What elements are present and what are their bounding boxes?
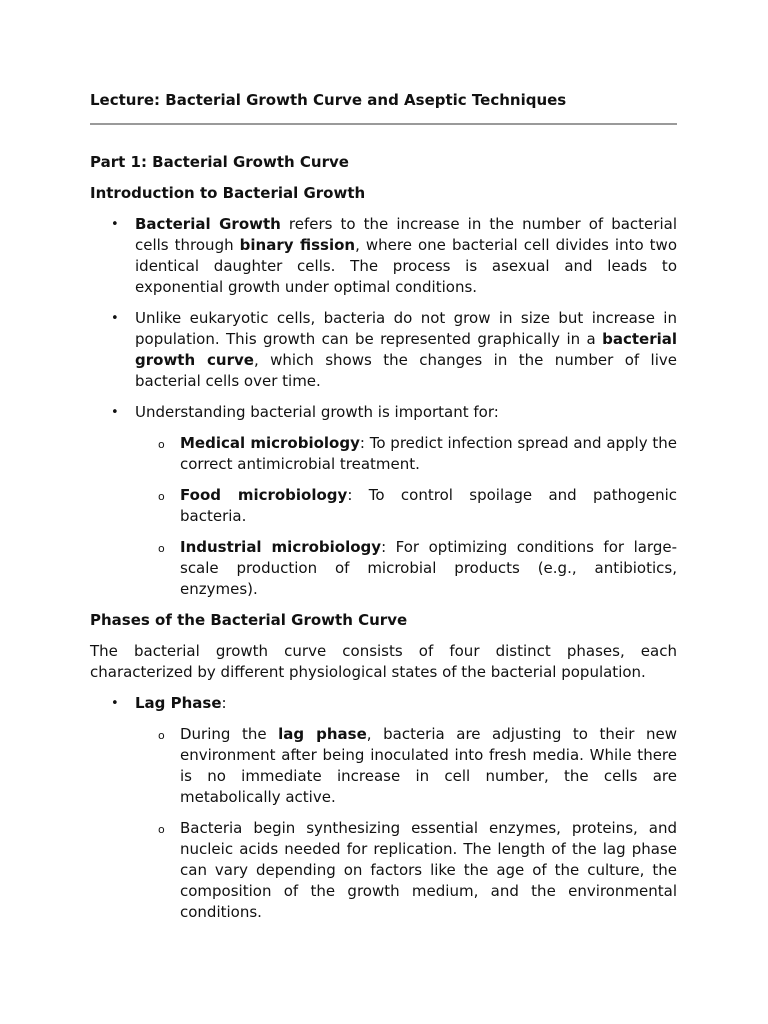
body-text: Bacteria begin synthesizing essential enzymes, proteins, and nucleic acids needed for replication. The length of the lag phase can vary depending on factors like the age of the culture, the composition of the growth medium, and the environmental conditions. <box>180 819 677 921</box>
sub-bullet-marker: o <box>158 438 165 451</box>
body-text: : To predict infection spread and apply the correct antimicrobial treatment. <box>180 434 677 473</box>
intro-heading: Introduction to Bacterial Growth <box>90 184 366 202</box>
bullet-marker: • <box>111 696 119 711</box>
phases-heading: Phases of the Bacterial Growth Curve <box>90 611 408 629</box>
intro-bullet-list <box>90 214 677 600</box>
sub-bullet-marker: o <box>158 729 165 742</box>
bullet-marker: • <box>111 217 119 232</box>
sub-list-item <box>135 537 677 600</box>
body-text: Understanding bacterial growth is important for: <box>135 403 499 421</box>
lag-phase-sublist <box>135 724 677 923</box>
phases-paragraph: The bacterial growth curve consists of four distinct phases, each characterized by different physiological states of the bacterial population. <box>90 642 677 681</box>
part1-heading: Part 1: Bacterial Growth Curve <box>90 153 349 171</box>
page-title: Lecture: Bacterial Growth Curve and Aseptic Techniques <box>90 91 567 109</box>
sub-list-item <box>135 485 677 527</box>
body-text: : For optimizing conditions for large-scale production of microbial products (e.g., antibiotics, enzymes). <box>180 538 678 598</box>
bold-term: Medical microbiology <box>180 434 360 452</box>
body-text: Unlike eukaryotic cells, bacteria do not grow in size but increase in population. This growth can be represented graphically in a <box>135 309 677 348</box>
list-item <box>90 214 677 298</box>
body-text: , which shows the changes in the number of live bacterial cells over time. <box>135 351 678 390</box>
body-text: During the <box>180 725 279 743</box>
bullet-marker: • <box>111 311 119 326</box>
sub-bullet-marker: o <box>158 823 165 836</box>
body-text: : <box>221 694 227 712</box>
bold-term: Food microbiology <box>180 486 348 504</box>
body-text: , where one bacterial cell divides into two identical daughter cells. The process is asexual and leads to exponential growth under optimal conditions. <box>135 236 678 296</box>
list-item <box>90 693 677 923</box>
sub-list-item <box>135 818 677 923</box>
bold-term: Industrial microbiology <box>180 538 382 556</box>
bold-term: Lag Phase <box>135 694 222 712</box>
list-item <box>90 308 677 392</box>
body-text: refers to the increase in the number of bacterial cells through <box>135 215 677 254</box>
bold-term: lag phase <box>278 725 367 743</box>
sub-list-item <box>135 433 677 475</box>
sub-list-item <box>135 724 677 808</box>
body-text: , bacteria are adjusting to their new environment after being inoculated into fresh media. While there is no immediate increase in cell number, the cells are metabolically active. <box>180 725 677 806</box>
importance-sublist <box>135 433 677 600</box>
sub-bullet-marker: o <box>158 490 165 503</box>
title-divider <box>90 123 677 125</box>
list-item <box>90 402 677 600</box>
sub-bullet-marker: o <box>158 542 165 555</box>
bold-term: bacterial growth curve <box>135 330 677 369</box>
document-content <box>90 90 677 923</box>
body-text: : To control spoilage and pathogenic bacteria. <box>180 486 677 525</box>
phases-bullet-list <box>90 693 677 923</box>
bold-term: Bacterial Growth <box>135 215 281 233</box>
bullet-marker: • <box>111 405 119 420</box>
bold-term: binary fission <box>239 236 356 254</box>
